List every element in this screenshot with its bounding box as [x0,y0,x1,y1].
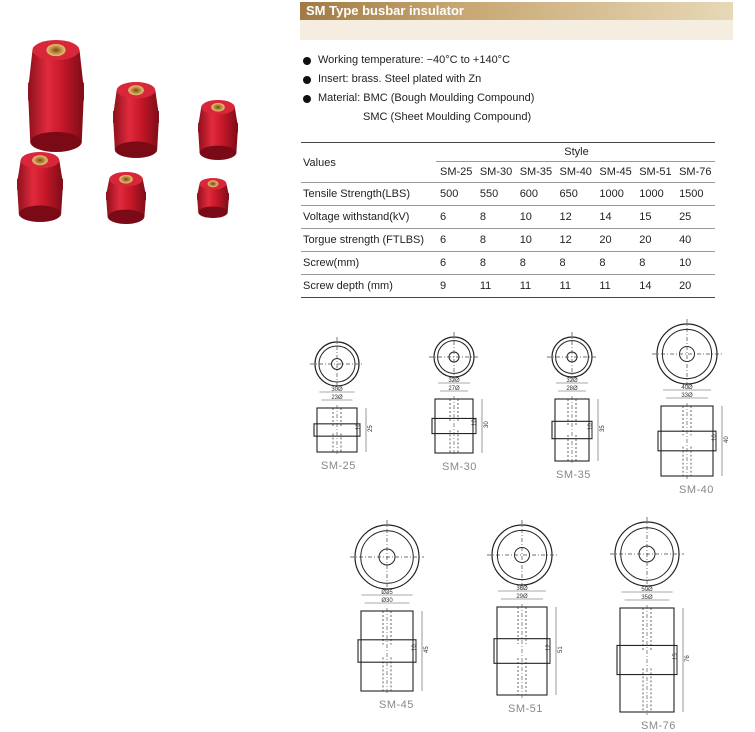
table-cell: 6 [436,206,476,229]
table-row [301,183,715,206]
drawing-label: SM-35 [556,469,591,481]
table-cell: 8 [556,252,596,275]
dim-outer-label: 50Ø [641,587,653,593]
dim-height-label: 35 [600,425,606,432]
table-cell: 8 [595,252,635,275]
table-cell: 8 [476,229,516,252]
feature-item: Insert: brass. Steel plated with Zn [303,70,534,89]
model-code: SM-45 [595,162,635,183]
table-cell: 20 [675,275,715,298]
dim-inner-label: 27Ø [448,386,460,392]
insulator-photo-item [106,172,146,224]
row-label: Voltage withstand(kV) [301,206,436,229]
product-photo [8,30,248,245]
row-label: Screw depth (mm) [301,275,436,298]
table-cell: 10 [516,206,556,229]
drawing-label: SM-30 [442,461,477,473]
table-cell: 6 [436,252,476,275]
feature-item: Material: BMC (Bough Moulding Compound) [303,89,534,108]
table-cell: 12 [556,229,596,252]
insulator-photo-item [197,178,229,218]
dim-outer-label: 30Ø [331,387,343,393]
model-code: SM-51 [635,162,675,183]
table-cell: 650 [556,183,596,206]
table-cell: 1500 [675,183,715,206]
table-cell: 11 [476,275,516,298]
table-cell: 600 [516,183,556,206]
table-cell: 8 [516,252,556,275]
row-label: Torgue strength (FTLBS) [301,229,436,252]
dim-inner-label: 29Ø [516,594,528,600]
bullet-icon [303,57,311,65]
insulator-drawing [422,335,522,535]
style-header: Style [436,143,715,162]
table-row [301,275,715,298]
table-cell: 40 [675,229,715,252]
table-cell: 11 [556,275,596,298]
bullet-icon [303,76,311,84]
insulator-drawing [305,340,405,540]
drawing-label: SM-45 [379,699,414,711]
dim-inner-label: 28Ø [566,386,578,392]
drawing-label: SM-76 [641,720,676,732]
table-cell: 9 [436,275,476,298]
drawing-label: SM-51 [508,703,543,715]
insulator-drawing [490,523,590,723]
table-cell: 25 [675,206,715,229]
model-code: SM-76 [675,162,715,183]
model-code: SM-35 [516,162,556,183]
dim-inner-label: 23Ø [331,395,343,401]
title-sub-bar [300,20,733,40]
table-cell: 11 [595,275,635,298]
insulator-photo-item [17,152,63,222]
table-cell: 10 [516,229,556,252]
insulator-drawing [355,523,455,723]
values-header: Values [301,143,436,183]
insulator-photo-item [113,82,159,158]
drawing-label: SM-40 [679,484,714,496]
dim-mid-label: 15 [673,653,679,660]
table-row [301,229,715,252]
model-code: SM-30 [476,162,516,183]
table-cell: 1000 [595,183,635,206]
row-label: Tensile Strength(LBS) [301,183,436,206]
table-cell: 11 [516,275,556,298]
table-cell: 15 [635,206,675,229]
insulator-drawing [540,335,640,535]
table-cell: 14 [635,275,675,298]
table-cell: 550 [476,183,516,206]
table-cell: 500 [436,183,476,206]
dim-height-label: 30 [484,421,490,428]
dim-outer-label: Ø35 [381,590,393,596]
dim-outer-label: 32Ø [448,378,460,384]
table-cell: 8 [635,252,675,275]
dim-height-label: 45 [424,646,430,653]
table-cell: 1000 [635,183,675,206]
dim-mid-label: 12 [546,644,552,651]
dim-inner-label: 35Ø [641,595,653,601]
dim-mid-label: 10 [412,644,418,651]
dim-mid-label: 10 [472,419,478,426]
dim-height-label: 51 [558,646,564,653]
dim-mid-label: 10 [588,423,594,430]
table-cell: 12 [556,206,596,229]
insulator-photo-item [198,100,238,160]
model-code: SM-40 [556,162,596,183]
table-cell: 14 [595,206,635,229]
model-code: SM-25 [436,162,476,183]
dim-inner-label: 33Ø [681,393,693,399]
table-cell: 10 [675,252,715,275]
dim-mid-label: 10 [712,434,718,441]
page-title: SM Type busbar insulator [306,3,464,18]
dim-outer-label: 32Ø [566,378,578,384]
feature-item: Working temperature: −40°C to +140°C [303,51,534,70]
inner-circle [497,530,546,579]
feature-list [303,51,534,127]
table-cell: 20 [635,229,675,252]
dim-height-label: 25 [368,425,374,432]
insulator-drawing [615,520,715,720]
feature-continuation: SMC (Sheet Moulding Compound) [363,111,532,123]
spec-table [301,142,715,298]
dim-outer-label: 40Ø [681,385,693,391]
table-cell: 20 [595,229,635,252]
dim-height-label: 76 [685,655,691,662]
table-cell: 6 [436,229,476,252]
table-cell: 8 [476,206,516,229]
table-row [301,206,715,229]
inner-circle [662,329,711,378]
table-cell: 8 [476,252,516,275]
dim-height-label: 40 [724,436,730,443]
insulator-photo-item [28,40,84,152]
table-row [301,252,715,275]
title-bar [300,2,733,20]
drawing-label: SM-25 [321,460,356,472]
bullet-icon [303,95,311,103]
dim-mid-label: 10 [356,423,362,430]
row-label: Screw(mm) [301,252,436,275]
dim-inner-label: Ø30 [381,598,393,604]
dim-outer-label: 36Ø [516,586,528,592]
